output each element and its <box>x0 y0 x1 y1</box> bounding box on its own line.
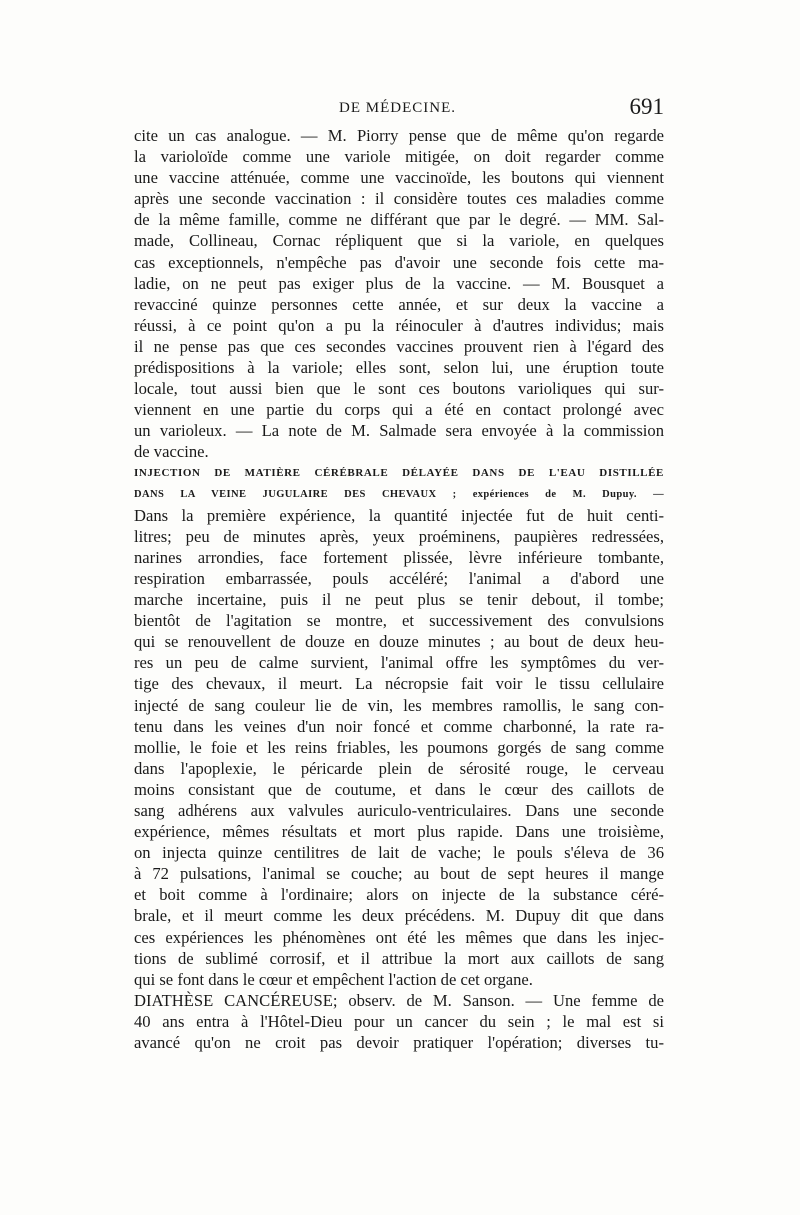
text-line: brale, et il meurt comme les deux précédens. M. Dupuy dit que dans <box>134 906 664 926</box>
text-line: respiration embarrassée, pouls accéléré; l'animal a d'abord une <box>134 568 664 588</box>
text-line: un varioleux. — La note de M. Salmade sera envoyée à la commission <box>134 421 664 441</box>
text-line: injecté de sang couleur lie de vin, les membres ramollis, le sang con- <box>134 695 664 715</box>
text-line: expérience, mêmes résultats et mort plus rapide. Dans une troisième, <box>134 822 664 842</box>
text-line: bientôt de l'agitation se montre, et successivement des convulsions <box>134 611 664 631</box>
text-line: la varioloïde comme une variole mitigée, on doit regarder comme <box>134 147 664 167</box>
page-number: 691 <box>629 94 664 119</box>
text-line: marche incertaine, puis il ne peut plus se tenir debout, il tombe; <box>134 590 664 610</box>
text-line: locale, tout aussi bien que le sont ces boutons varioliques qui sur- <box>134 379 664 399</box>
running-title: DE MÉDECINE. <box>339 100 456 116</box>
text-line: Dans la première expérience, la quantité injectée fut de huit centi- <box>134 505 664 525</box>
text-line: moins consistant que de coutume, et dans le cœur des caillots de <box>134 779 664 799</box>
text-line: on injecta quinze centilitres de lait de vache; le pouls s'éleva de 36 <box>134 843 664 863</box>
body-text <box>134 125 664 1053</box>
text-line: il ne pense pas que ces secondes vaccines prouvent rien à l'égard des <box>134 336 664 356</box>
text-line: ladie, on ne peut pas exiger plus de la vaccine. — M. Bousquet a <box>134 273 664 293</box>
text-line: cite un cas analogue. — M. Piorry pense que de même qu'on regarde <box>134 126 664 145</box>
text-line: revacciné quinze personnes cette année, et sur deux la vaccine a <box>134 294 664 314</box>
text-line: une vaccine atténuée, comme une vaccinoïde, les boutons qui viennent <box>134 168 664 188</box>
text-line: 40 ans entra à l'Hôtel-Dieu pour un cancer du sein ; le mal est si <box>134 1011 664 1031</box>
text-line: et boit comme à l'ordinaire; alors on injecte de la substance céré- <box>134 885 664 905</box>
text-line: narines arrondies, face fortement plissée, lèvre inférieure tombante, <box>134 547 664 567</box>
text-line: après une seconde vaccination : il considère toutes ces maladies comme <box>134 189 664 209</box>
text-line: tions de sublimé corrosif, et il attribue la mort aux caillots de sang <box>134 948 664 968</box>
text-line: mollie, le foie et les reins friables, les poumons gorgés de sang comme <box>134 737 664 757</box>
text-line: avancé qu'on ne croit pas devoir pratiquer l'opération; diverses tu- <box>134 1033 664 1053</box>
text-line: viennent en une partie du corps qui a été en contact prolongé avec <box>134 400 664 420</box>
text-line: litres; peu de minutes après, yeux proéminens, paupières redressées, <box>134 526 664 546</box>
text-line: de vaccine. <box>134 442 209 462</box>
text-line: tige des chevaux, il meurt. La nécropsie fait voir le tissu cellulaire <box>134 674 664 694</box>
text-line: prédispositions à la variole; elles sont, selon lui, une éruption toute <box>134 358 664 378</box>
section-heading-injection: INJECTION DE MATIÈRE CÉRÉBRALE DÉLAYÉE DANS DE L'EAU DISTILLÉE <box>134 466 664 479</box>
section-heading-injection-cont: DANS LA VEINE JUGULAIRE DES CHEVAUX ; expériences de M. Dupuy. — <box>134 488 664 500</box>
text-line: made, Collineau, Cornac répliquent que si la variole, en quelques <box>134 231 664 251</box>
section-heading-diathese: DIATHÈSE CANCÉREUSE; observ. de M. Sanson. — Une femme de <box>134 990 664 1010</box>
text-line: cas exceptionnels, n'empêche pas d'avoir une seconde fois cette ma- <box>134 252 664 272</box>
text-line: res un peu de calme survient, l'animal offre les symptômes du ver- <box>134 653 664 673</box>
text-line: ces expériences les phénomènes ont été les mêmes que dans les injec- <box>134 927 664 947</box>
text-line: réussi, à ce point qu'on a pu la réinoculer à d'autres individus; mais <box>134 315 664 335</box>
text-line: de la même famille, comme ne différant que par le degré. — MM. Sal- <box>134 210 664 230</box>
text-line: qui se font dans le cœur et empêchent l'action de cet organe. <box>134 969 533 989</box>
text-line: dans l'apoplexie, le péricarde plein de sérosité rouge, le cerveau <box>134 758 664 778</box>
text-line: qui se renouvellent de douze en douze minutes ; au bout de deux heu- <box>134 632 664 652</box>
text-line: sang adhérens aux valvules auriculo-ventriculaires. Dans une seconde <box>134 801 664 820</box>
text-line: tenu dans les veines d'un noir foncé et comme charbonné, la rate ra- <box>134 716 664 736</box>
text-line: à 72 pulsations, l'animal se couche; au bout de sept heures il mange <box>134 864 664 884</box>
